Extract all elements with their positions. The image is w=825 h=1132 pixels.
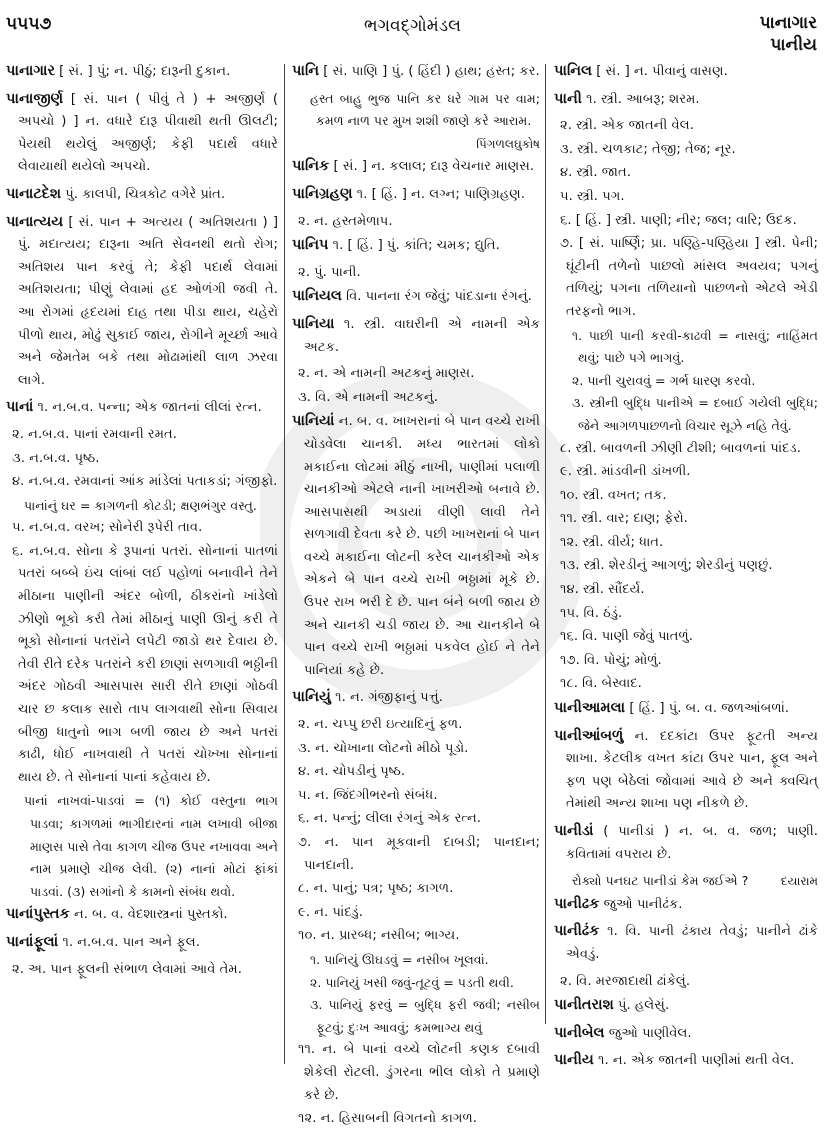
headword: પાનીડાં — [554, 823, 594, 839]
headword: પાનિ — [292, 63, 320, 79]
definition-text: ૧. સ્ત્રી. આબરૂ; શરમ. — [586, 91, 700, 107]
headword: પાનીબેલ — [554, 1024, 605, 1041]
entry-idiom — [6, 495, 278, 518]
headword: પાનાંપુસ્તક — [6, 906, 70, 923]
headword: પાનાં — [6, 399, 34, 416]
entry-sense — [292, 761, 540, 784]
entry-sense — [292, 1108, 540, 1131]
definition-text: ૨. સ્ત્રી. એક જાતની વેલ. — [560, 118, 694, 134]
definition-text: ૫. ન. જિંદગીભરનો સંબંધ. — [298, 787, 438, 803]
headword: પાનીઢક — [554, 895, 600, 912]
headword: પાનીય — [554, 1052, 594, 1069]
definition-text: ન. દદકાંટા ઉપર ફૂટતી અન્ય શાખા. કેટલીક વખત કાંટા ઉપર પાન, ફૂલ અને ફળ પણ બેઠેલાં જોવામાં આવે છે અને ક્વચિત્ તેમાંથી અન્ય શાખા પણ નીકળે છે. — [566, 728, 818, 812]
definition-text: ૬. [ હિં. ] સ્ત્રી. પાણી; નીર; જલ; વારિ; ઉદક. — [560, 212, 797, 228]
definition-text: [ સં. ] પું; ન. પીઠું; દારૂની દુકાન. — [59, 64, 231, 79]
definition-text: ૧. ન.બ.વ. પન્ના; એક જાતનાં લીલાં રત્ન. — [37, 400, 262, 416]
dictionary-entry — [6, 903, 278, 927]
dictionary-entry — [554, 60, 818, 84]
definition-text: ૨. પાની ચુરાવવું = ગર્ભ ધારણ કરવો. — [572, 372, 756, 388]
entry-sense — [292, 363, 540, 386]
dictionary-entry — [6, 931, 278, 955]
definition-text: ૩. ન.બ.વ. પૃષ્ઠ. — [12, 450, 100, 466]
headword: પાનિયા — [292, 315, 335, 332]
dictionary-entry — [554, 725, 818, 816]
entry-idiom — [292, 972, 540, 995]
entry-sense — [292, 1039, 540, 1107]
definition-text: ૪. ન.બ.વ. રમવાનાં આંક માંડેલાં પતાકડાં; ગંજીફો. — [12, 474, 278, 490]
definition-text: ૧૦. સ્ત્રી. વખત; તક. — [560, 487, 667, 503]
entry-sense — [292, 878, 540, 901]
entry-sense — [292, 925, 540, 948]
guide-word-last: પાનીય — [770, 35, 817, 55]
dictionary-entry — [554, 1049, 818, 1073]
entry-sense — [554, 461, 818, 484]
entry-sense — [292, 808, 540, 831]
definition-text: જુઓ પાનીઢંક. — [603, 896, 683, 912]
definition-text: ૨. પાનિયું ખસી જવું-તૂટવું = પડતી થવી. — [310, 974, 514, 990]
column-divider — [284, 64, 285, 1064]
definition-text: ૧૨. ન. હિસાબની વિગતનો કાગળ. — [298, 1111, 477, 1127]
entry-sense — [554, 971, 818, 994]
entry-sense — [554, 438, 818, 461]
definition-text: ૨. અ. પાન ફૂલની સંભાળ લેવામાં આવે તેમ. — [12, 961, 242, 977]
entry-sense — [554, 555, 818, 578]
definition-text: [ સં. પાણિ ] પું. ( હિંદી ) હાથ; હસ્ત; કર. — [323, 64, 540, 79]
entry-idiom — [554, 870, 818, 893]
definition-text: ૩. પાનિયું ફરવું = બુદ્ધિ ફરી જવી; નસીબ ફૂટવું; દુઃખ આવવું; કમભાગ્ય થવું — [310, 997, 540, 1035]
entry-sense — [292, 738, 540, 761]
dictionary-entry — [554, 994, 818, 1018]
definition-text: ૧૧. સ્ત્રી. વાર; દાણ; ફેરો. — [560, 511, 688, 527]
definition-text: [ હિં. ] પું. બ. વ. જળઆંબળાં. — [629, 701, 790, 717]
entry-idiom — [554, 370, 818, 393]
headword: પાનાત્યય — [6, 213, 64, 230]
entry-idiom — [292, 88, 540, 156]
definition-text: ન. બ. વ. વેદશાસ્ત્રનાં પુસ્તકો. — [73, 907, 228, 923]
headword: પાનીતરાશ — [554, 997, 614, 1014]
entry-idiom — [292, 994, 540, 1039]
definition-text: ૪. ન. ચોપડીનું પૃષ્ઠ. — [298, 764, 406, 780]
definition-text: ૧. સ્ત્રી. વાઘરીની એ નામની એક અટક. — [304, 316, 540, 355]
headword: પાનિયાં — [292, 413, 335, 430]
dictionary-entry — [554, 893, 818, 917]
definition-text: ૧૭. વિ. પોચું; મોળું. — [560, 652, 662, 668]
definition-text: ૧. [ હિં. ] ન. લગ્ન; પાણિગ્રહણ. — [356, 186, 525, 202]
entry-idiom — [554, 392, 818, 437]
definition-text: પાનાંનું ઘર = કાગળની કોટડી; ક્ષણભંગુર વસ્તુ. — [24, 497, 257, 513]
book-title: ભગવદ્ગોમંડલ — [364, 16, 461, 36]
entry-sense — [554, 626, 818, 649]
dictionary-entry — [6, 88, 278, 179]
guide-words — [760, 12, 817, 56]
definition-text: ન. બ. વ. ખાખરાનાં બે પાન વચ્ચે રાખી ચોડવેલા ચાનકી. મધ્ય ભારતમાં લોકો મકાઈના લોટમાં મીઠું નાખી, પાણીમાં પલાળી ચાનકીઓ એટલે નાની ખાખરીઓ બનાવે છે. આસપાસથી અડાયાં વીણી લાવી તેને સળગાવી દેવતા કરે છે. પછી ખાખરાનાં બે પાન વચ્ચે મકાઈના લોટની કરેલ ચાનકીઓ એક એકને બે પાન વચ્ચે રાખી ભઠ્ઠામાં મૂકે છે. ઉપર રાખ ભરી દે છે. પાન બંને બળી જાય છે અને ચાનકી ચડી જાય છે. આ ચાનકીને બે પાન વચ્ચે રાખી ભઠ્ઠામાં પકવેલ હોઈ ને તેને પાનિયાં કહે છે. — [304, 414, 540, 678]
definition-text: ૬. ન. પન્નું; લીલા રંગનું એક રત્ન. — [298, 811, 481, 827]
entry-sense — [554, 673, 818, 696]
definition-text: ૧૪. સ્ત્રી. સૌંદર્ય. — [560, 582, 645, 598]
entry-sense — [554, 139, 818, 162]
definition-text: ૮. ન. પાનું; પત્ર; પૃષ્ઠ; કાગળ. — [298, 881, 454, 897]
entry-sense — [292, 387, 540, 410]
entry-sense — [554, 508, 818, 531]
definition-text: ૪. સ્ત્રી. જાત. — [560, 165, 631, 181]
entry-sense — [554, 603, 818, 626]
definition-text: ૧. પાનિયું ઊઘડવું = નસીબ ખૂલવાં. — [310, 951, 489, 967]
definition-text: ૩. સ્ત્રી. ચળકાટ; તેજી; તેજ; નૂર. — [560, 141, 736, 157]
definition-text: ૮. સ્ત્રી. બાવળની ઝીણી ટીશી; બાવળનાં પાંદડ. — [560, 440, 801, 456]
definition-text: ૯. સ્ત્રી. માંડવીની ડાંખળી. — [560, 464, 691, 480]
definition-text: ૩. સ્ત્રીની બુદ્ધિ પાનીએ = દબાઈ ગયેલી બુદ્ધિ; જેને આગળપાછળનો વિચાર સૂઝે નહિ તેવું. — [572, 395, 818, 433]
entry-sense — [554, 650, 818, 673]
entry-sense — [292, 832, 540, 877]
definition-text: જુઓ પાણીવેલ. — [608, 1025, 692, 1041]
dictionary-entry — [554, 697, 818, 721]
definition-text: ૧૨. સ્ત્રી. વીર્ય; ધાત. — [560, 534, 664, 550]
column-2 — [292, 60, 540, 1132]
headword: પાની — [554, 90, 582, 107]
definition-text: ૨. વિ. મરજાદાથી ઢાંકેલું. — [560, 973, 691, 989]
headword: પાનાટદેશ — [6, 185, 62, 202]
entry-sense — [6, 471, 278, 494]
entry-sense — [292, 211, 540, 234]
headword: પાનાંફૂલાં — [6, 933, 59, 950]
definition-text: ૧. ન. એક જાતની પાણીમાં થતી વેલ. — [598, 1053, 795, 1069]
headword: પાનિપ — [292, 237, 329, 254]
entry-sense — [292, 714, 540, 737]
definition-text: ૧૬. વિ. પાણી જેવું પાતળું. — [560, 629, 693, 645]
entry-sense — [292, 262, 540, 285]
dictionary-entry — [292, 234, 540, 258]
headword: પાનિલ — [554, 63, 593, 79]
dictionary-entry — [6, 396, 278, 420]
definition-text: ૯. ન. પાંદડું. — [298, 904, 363, 920]
dictionary-entry — [6, 183, 278, 207]
entry-idiom — [292, 949, 540, 972]
entry-sense — [554, 532, 818, 555]
definition-text: [ સં. પાન + અત્યય ( અતિશયતા ) ] પું. મદાત્યય; દારૂના અતિ સેવનથી થતો રોગ; અતિશય પાન કરવું તે; કેફી પદાર્થ લેવામાં અતિશયતા; પીણું લેવામાં હદ ઓળંગી જવી તે. આ રોગમાં હૃદયમાં દાહ તથા પીડા થાય, ચહેરો પીળો થાય, મોઢું સુકાઈ જાય, રોગીને મૂર્ચ્છા આવે અને જેમતેમ બકે તથા મોઢામાંથી લાળ ઝરવા લાગે. — [18, 214, 278, 388]
definition-text: ૧. ન.બ.વ. પાન અને ફૂલ. — [62, 934, 200, 950]
dictionary-entry — [6, 211, 278, 393]
headword: પાનીઢંક — [554, 923, 600, 940]
entry-sense — [292, 902, 540, 925]
definition-text: ૫. સ્ત્રી. પગ. — [560, 188, 625, 204]
headword: પાનિગ્રહણ — [292, 185, 353, 202]
definition-text: પાનાં નાખવાં-પાડવાં = (૧) કોઈ વસ્તુના ભાગ પાડવા; કાગળમાં ભાગીદારનાં નામ લખાવી બીજા માણસ પાસે તેવા કાગળ ચીજ ઉપર નખાવવા અને નામ પ્રમાણે ચીજ લેવી. (૨) નાનાં મોટાં ફાંકાં પાડવાં. (૩) સગાંનો કે કામનો સંબંધ થવો. — [24, 793, 278, 899]
entry-sense — [554, 186, 818, 209]
dictionary-entry — [292, 410, 540, 682]
definition-text: ૧૧. ન. બે પાનાં વચ્ચે લોટની કણક દબાવી શેકેલી રોટલી. ડુંગરના ભીલ લોકો તે પ્રમાણે કરે છે. — [298, 1042, 540, 1103]
entry-sense — [6, 517, 278, 540]
headword: પાનીઆંબળું — [554, 727, 624, 744]
entry-sense — [554, 115, 818, 138]
entry-idiom — [554, 325, 818, 370]
definition-text: પું. કાલપી, ચિત્રકોટ વગેરે પ્રાંત. — [65, 186, 226, 202]
definition-text: ૩. વિ. એ નામની અટકનું. — [298, 389, 438, 405]
dictionary-entry — [292, 686, 540, 710]
entry-sense — [554, 162, 818, 185]
dictionary-entry — [554, 88, 818, 112]
dictionary-entry — [292, 183, 540, 207]
definition-text: ૭. [ સં. પાર્ષ્ણિ; પ્રા. પણ્હિ-પણ્હિયા ] સ્ત્રી. પેની; ઘૂંટીની તળેનો પાછલો માંસલ અવયવ; પગનું તળિયું; પગના તળિયાનો પાછળનો એટલે એડી તરફનો ભાગ. — [560, 236, 818, 319]
entry-sense — [6, 424, 278, 447]
definition-text: ( પાનીડાં ) ન. બ. વ. જળ; પાણી. કવિતામાં વપરાય છે. — [566, 824, 818, 862]
definition-text: ૧. [ હિં. ] પું. કાંતિ; ચમક; દ્યુતિ. — [332, 238, 500, 254]
definition-text: ૭. ન. પાન મૂકવાની દાબડી; પાનદાન; પાનદાની. — [298, 835, 540, 873]
headword: પાનિયલ — [292, 288, 342, 305]
dictionary-entry — [292, 285, 540, 309]
definition-text: ૨. ન. હસ્તમેળાપ. — [298, 213, 393, 229]
column-1 — [6, 60, 278, 982]
definition-text: ૬. ન.બ.વ. સોના કે રૂપાનાં પતરાં. સોનાનાં પાતળાં પતરાં બબ્બે ઇંચ લાંબાં લઈ પહોળાં બનાવીને તેને મીઠાના પાણીની અંદર બોળી, ઠીકરાંનો ખાંડેલો ઝીણો ભૂકો કરી તેમાં મીઠાનું પાણી ઊનું કરી તે ભૂકો સોનાનાં પતરાંને લપેટી જાડો થર દેવાય છે. તેવી રીતે દરેક પતરાંને કરી છાણાં સળગાવી ભઠ્ઠીની અંદર ગોઠવી આસપાસ સારી રીતે છાણાં ગોઠવી ચાર છ કલાક સારો તાપ લાગવાથી સોના સિવાય બીજી ધાતુનો ભાગ બળી જાય છે અને પતરાં કાઢી, ધોઈ નાખવાથી તે પતરાં ચોખ્ખા સોનાનાં થાય છે. તે સોનાનાં પાનાં કહેવાય છે. — [12, 543, 278, 785]
headword: પાનીઆમલા — [554, 700, 626, 717]
dictionary-entry — [554, 820, 818, 866]
dictionary-entry — [292, 155, 540, 179]
definition-text: હસ્ત બાહુ ભુજ પાનિ કર ધરે ગામ પર વામ; કમળ નાળ પર મુખ શશી જાણે કરે આરામ. — [310, 90, 540, 129]
headword: પાનિયું — [292, 689, 331, 706]
quote-source: પિંગળલઘુકોષ — [476, 136, 540, 151]
definition-text: ૧૦. ન. પ્રારબ્ધ; નસીબ; ભાગ્ય. — [298, 928, 460, 944]
entry-sense — [554, 210, 818, 233]
page-number: ૫૫૫૭ — [6, 14, 52, 34]
headword: પાનાજીર્ણ — [6, 90, 64, 107]
headword: પાનિક — [292, 158, 330, 175]
definition-text: પું. હલેસું. — [617, 998, 670, 1014]
definition-text: ૩. ન. ચોખાના લોટનો મીઠો પૂડો. — [298, 740, 469, 756]
column-divider — [545, 64, 546, 1024]
quote-source: દયારામ — [780, 874, 818, 889]
column-3 — [554, 60, 818, 1077]
entry-sense — [554, 485, 818, 508]
definition-text: રોક્યો પનઘટ પાનીડાં કેમ જઈએ ? — [572, 873, 749, 889]
entry-sense — [554, 579, 818, 602]
definition-text: ૨. ન. એ નામની અટકનું માણસ. — [298, 366, 475, 382]
definition-text: ૨. પું. પાની. — [298, 264, 361, 280]
entry-sense — [6, 959, 278, 982]
entry-sense — [6, 541, 278, 790]
definition-text: ૧. પાછી પાની કરવી-કાઢવી = નાસવું; નાહિંમત થવું; પાછે પગે ભાગવું. — [572, 327, 818, 366]
entry-sense — [554, 233, 818, 323]
definition-text: ૨. ન.બ.વ. પાનાં રમવાની રમત. — [12, 426, 177, 442]
definition-text: ૫. ન.બ.વ. વરખ; સોનેરી રૂપેરી તાવ. — [12, 520, 203, 536]
definition-text: ૧. ન. ગંજીફાનું પત્તું. — [335, 690, 443, 706]
headword: પાનાગાર — [6, 63, 55, 79]
definition-text: ૧૫. વિ. ઠંડું. — [560, 605, 623, 621]
entry-idiom — [6, 790, 278, 903]
dictionary-entry — [6, 60, 278, 84]
entry-sense — [6, 448, 278, 471]
definition-text: [ સં. ] ન. પીવાનું વાસણ. — [596, 64, 728, 79]
dictionary-entry — [292, 313, 540, 359]
definition-text: ૧૮. વિ. બેસ્વાદ. — [560, 676, 642, 692]
definition-text: ૧. વિ. પાની ઢંકાય તેવડું; પાનીને ઢાંકે એવડું. — [566, 924, 818, 962]
entry-sense — [292, 785, 540, 808]
definition-text: ૧૩. સ્ત્રી. શેરડીનું આગળું; શેરડીનું પણછું. — [560, 558, 773, 574]
definition-text: [ સં. પાન ( પીવું તે ) + અજીર્ણ ( અપચો ) ] ન. વધારે દારૂ પીવાથી થતી ઊલટી; પેયથી થયેલું અજીર્ણ; કેફી પદાર્થ વધારે લેવાયાથી થયેલો અપચો. — [18, 91, 278, 175]
guide-word-first: પાનાગાર — [759, 13, 817, 33]
dictionary-entry — [554, 920, 818, 966]
dictionary-entry — [292, 60, 540, 84]
dictionary-entry — [554, 1022, 818, 1046]
definition-text: વિ. પાનના રંગ જેવું; પાંદડાના રંગનું. — [346, 289, 532, 305]
definition-text: ૨. ન. ચપ્પુ છરી ઇત્યાદિનું ફળ. — [298, 717, 463, 733]
definition-text: [ સં. ] ન. કલાલ; દારૂ વેચનાર માણસ. — [333, 159, 535, 175]
